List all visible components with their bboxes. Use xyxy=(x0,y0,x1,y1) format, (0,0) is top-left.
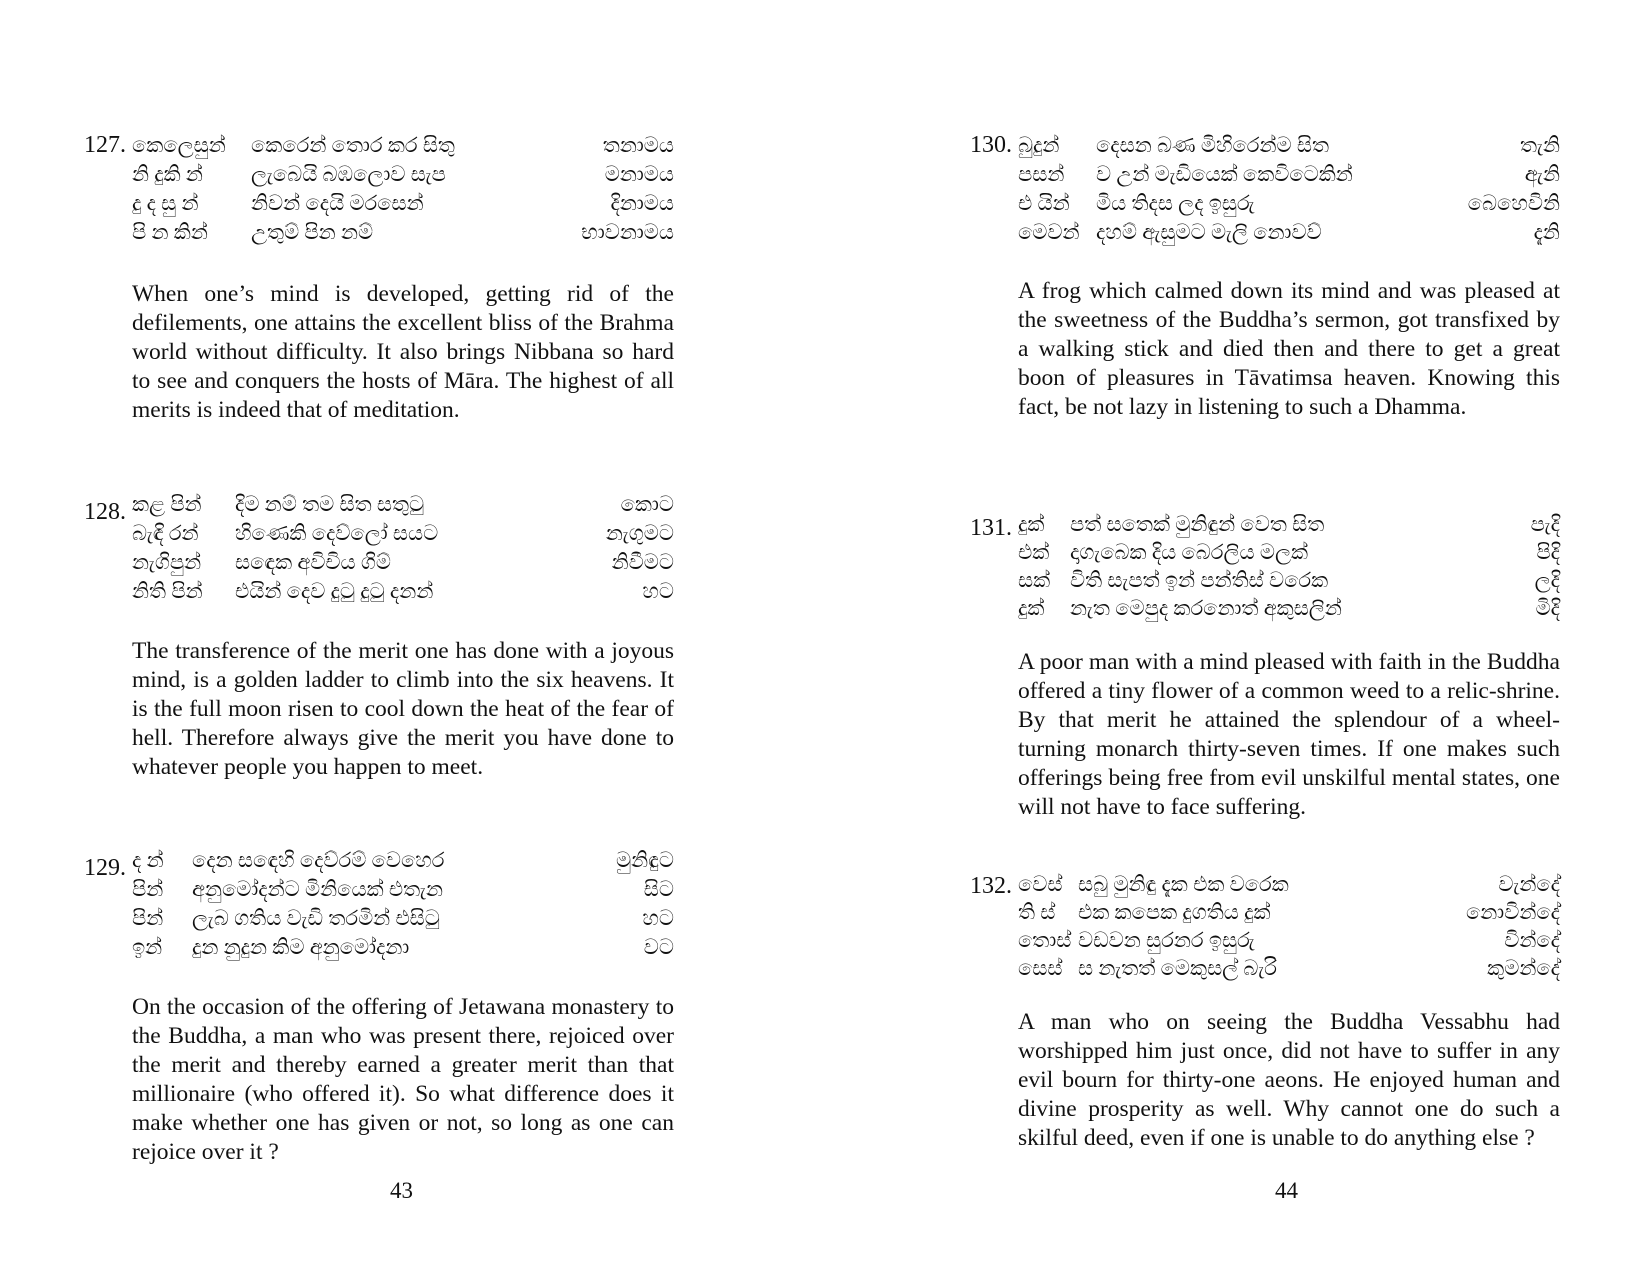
verse-word-middle: නැත මෙපුද කරනොත් අකුසලින් xyxy=(1070,596,1342,620)
verse-word-middle: දිම නම් තම සිත සතුටු xyxy=(235,492,425,516)
verse-word-first: පින් xyxy=(132,906,164,930)
verse-word-last: ලදි xyxy=(1534,568,1560,592)
translation-128: The transference of the merit one has done with a joyous mind, is a golden ladder to climb into the six heavens. It is the full moon risen to cool down the heat of the fear of hell. Therefore always give the merit you have done to whatever people you happen to meet. xyxy=(132,638,674,780)
verse-line xyxy=(1018,926,1560,955)
verse-word-middle: දාගැබෙක දිය බෙරලිය මලක් xyxy=(1070,540,1309,564)
verse-word-middle: ලැබෙයි බඹලොව සැප xyxy=(251,162,446,186)
verse-word-first: තොස් xyxy=(1018,928,1072,952)
verse-word-last: භාවනාමය xyxy=(581,220,674,244)
verse-line xyxy=(132,189,674,218)
verse-131 xyxy=(970,510,1560,630)
verse-word-last: තැනි xyxy=(1520,133,1560,157)
verse-word-first: නැගිපුන් xyxy=(132,550,202,574)
verse-word-first: සක් xyxy=(1018,568,1051,592)
verse-number: 132. xyxy=(970,873,1012,899)
verse-word-middle: සබු මුනිඳු දැක එක වරෙක xyxy=(1078,872,1289,896)
verse-word-middle: වඩවන සුරනර ඉසුරු xyxy=(1078,928,1255,952)
verse-word-first: පින් xyxy=(132,877,164,901)
verse-word-middle: එක කපෙක දුගතිය දුක් xyxy=(1078,900,1271,924)
verse-line xyxy=(1018,131,1560,160)
verse-line xyxy=(132,904,674,933)
verse-line xyxy=(1018,594,1560,623)
verse-word-middle: දහම් ඇසුමට මැලි නොවව් xyxy=(1096,220,1322,244)
verse-word-middle: දුන නුදුන කිම අනුමෝදනා xyxy=(192,935,410,959)
translation-132: A man who on seeing the Buddha Vessabhu had worshipped him just once, did not have to suffer in any evil bourn for thirty-one aeons. He enjoyed human and divine prosperity as well. Why cannot one do such a skilful deed, even if one is unable to do anything else ? xyxy=(1018,1009,1560,1151)
right-page xyxy=(825,0,1650,1275)
verse-word-last: වින්දේ xyxy=(1504,928,1560,952)
verse-word-last: නිවීමට xyxy=(611,550,674,574)
verse-word-last: මනාමය xyxy=(604,162,674,186)
verse-word-middle: විති සැපත් ඉන් පන්තිස් වරෙක xyxy=(1070,568,1329,592)
verse-word-first: නිති පින් xyxy=(132,579,203,603)
verse-130 xyxy=(970,131,1560,251)
verse-word-first: එක් xyxy=(1018,540,1050,564)
verse-word-last: හට xyxy=(642,579,674,603)
translation-127: When one’s mind is developed, getting rid of the defilements, one attains the excellent bliss of the Brahma world without difficulty. It also brings Nibbana so hard to see and conquers the hosts of Māra. The highest of all merits is indeed that of meditation. xyxy=(132,281,674,423)
verse-word-last: කුමන්දේ xyxy=(1487,956,1560,980)
verse-number: 130. xyxy=(970,132,1012,158)
verse-132 xyxy=(970,870,1560,990)
verse-word-middle: දෙන සඳෙහි දෙව්රම් වෙහෙර xyxy=(192,848,445,872)
page-number: 43 xyxy=(390,1178,413,1203)
verse-line xyxy=(1018,160,1560,189)
verse-word-middle: හිණෙකි දෙව්ලෝ සයට xyxy=(235,521,439,545)
verse-word-first: සෙස් xyxy=(1018,956,1063,980)
verse-line xyxy=(132,548,674,577)
verse-word-first: පි න කින් xyxy=(132,220,208,244)
verse-word-last: දිනාමය xyxy=(610,191,674,215)
verse-word-first: ති ස් xyxy=(1018,900,1056,924)
translation-130: A frog which calmed down its mind and was pleased at the sweetness of the Buddha’s sermon, got transfixed by a walking stick and died then and there to get a great boon of pleasures in Tāvatimsa heaven. Knowing this fact, be not lazy in listening to such a Dhamma. xyxy=(1018,278,1560,420)
verse-word-last: පැදි xyxy=(1530,512,1560,536)
translation-131: A poor man with a mind pleased with faith in the Buddha offered a tiny flower of a common weed to a relic-shrine. By that merit he attained the splendour of a wheel-turning monarch thirty-seven times. If one makes such offerings being free from evil unskilful mental states, one will not have to face suffering. xyxy=(1018,649,1560,820)
verse-line xyxy=(132,131,674,160)
verse-word-first: දුක් xyxy=(1018,596,1045,620)
verse-number: 129. xyxy=(84,855,126,881)
verse-word-middle: ව උන් මැඩියෙක් කෙවිටෙකින් xyxy=(1096,162,1353,186)
verse-word-first: බුදුන් xyxy=(1018,133,1060,157)
verse-line xyxy=(1018,566,1560,595)
verse-word-middle: සඳෙක අවිචිය ගිම් xyxy=(235,550,392,574)
verse-word-first: කළ පින් xyxy=(132,492,202,516)
verse-line xyxy=(132,519,674,548)
verse-word-middle: දෙසන බණ මිහිරෙන්ම සිත xyxy=(1096,133,1330,157)
verse-word-last: ඇනි xyxy=(1524,162,1560,186)
verse-word-first: බැඳි රන් xyxy=(132,521,199,545)
verse-number: 127. xyxy=(84,132,126,158)
verse-word-middle: උතුම් පින නම් xyxy=(251,220,374,244)
verse-word-last: සිට xyxy=(643,877,674,901)
verse-word-first: කෙලෙසුන් xyxy=(132,133,226,157)
verse-word-middle: අනුමෝදන්ට මිනියෙක් එතැන xyxy=(192,877,444,901)
verse-word-first: මෙවන් xyxy=(1018,220,1080,244)
page-number: 44 xyxy=(1275,1178,1298,1203)
verse-line xyxy=(1018,954,1560,983)
verse-128 xyxy=(84,490,674,610)
verse-word-middle: මිය තිදස ලද ඉසුරු xyxy=(1096,191,1255,215)
verse-line xyxy=(1018,870,1560,899)
verse-word-middle: කෙරෙන් තොර කර සිතු xyxy=(251,133,455,157)
verse-line xyxy=(1018,898,1560,927)
verse-word-first: ද න් xyxy=(132,848,164,872)
verse-number: 128. xyxy=(84,499,126,525)
verse-line xyxy=(132,218,674,247)
verse-word-last: පිදි xyxy=(1536,540,1560,564)
verse-word-last: වැන්දේ xyxy=(1498,872,1560,896)
verse-line xyxy=(132,490,674,519)
verse-line xyxy=(1018,510,1560,539)
verse-word-last: නැගුමට xyxy=(605,521,674,545)
verse-word-first: ඉන් xyxy=(132,935,163,959)
verse-line xyxy=(1018,218,1560,247)
verse-word-last: මිදි xyxy=(1535,596,1560,620)
verse-127 xyxy=(84,131,674,251)
verse-word-middle: ස නැතත් මෙකුසල් බැරි xyxy=(1078,956,1277,980)
verse-word-first: දුක් xyxy=(1018,512,1045,536)
verse-word-middle: එයින් දෙව දුටු දුටු දනන් xyxy=(235,579,434,603)
verse-word-middle: ලැබ ගතිය වැඩි තරමින් එසිටු xyxy=(192,906,440,930)
verse-number: 131. xyxy=(970,515,1012,541)
verse-line xyxy=(132,160,674,189)
verse-word-first: පසන් xyxy=(1018,162,1065,186)
verse-word-last: නොවින්දේ xyxy=(1465,900,1560,924)
verse-word-middle: පත් සතෙක් මුනිඳුන් වෙත සිත xyxy=(1070,512,1325,536)
verse-word-last: දැනි xyxy=(1533,220,1560,244)
translation-129: On the occasion of the offering of Jetawana monastery to the Buddha, a man who was present there, rejoiced over the merit and thereby earned a greater merit than that millionaire (who offered it). So what difference does it make whether one has given or not, so long as one can rejoice over it ? xyxy=(132,994,674,1165)
verse-word-last: කොට xyxy=(620,492,674,516)
verse-word-first: එ යින් xyxy=(1018,191,1070,215)
verse-word-first: වෙස් xyxy=(1018,872,1063,896)
verse-word-last: තනාමය xyxy=(602,133,674,157)
verse-line xyxy=(1018,538,1560,567)
verse-word-first: දු ද සු න් xyxy=(132,191,199,215)
verse-line xyxy=(1018,189,1560,218)
verse-word-first: නි දුකි න් xyxy=(132,162,203,186)
verse-word-last: වට xyxy=(643,935,674,959)
verse-line xyxy=(132,933,674,962)
verse-line xyxy=(132,577,674,606)
verse-line xyxy=(132,875,674,904)
verse-129 xyxy=(84,846,674,966)
verse-word-last: බෙහෙවිනි xyxy=(1467,191,1560,215)
verse-word-last: මුනිඳුට xyxy=(616,848,674,872)
verse-line xyxy=(132,846,674,875)
verse-word-last: හට xyxy=(642,906,674,930)
verse-word-middle: නිවන් දෙයි මරසෙන් xyxy=(251,191,424,215)
